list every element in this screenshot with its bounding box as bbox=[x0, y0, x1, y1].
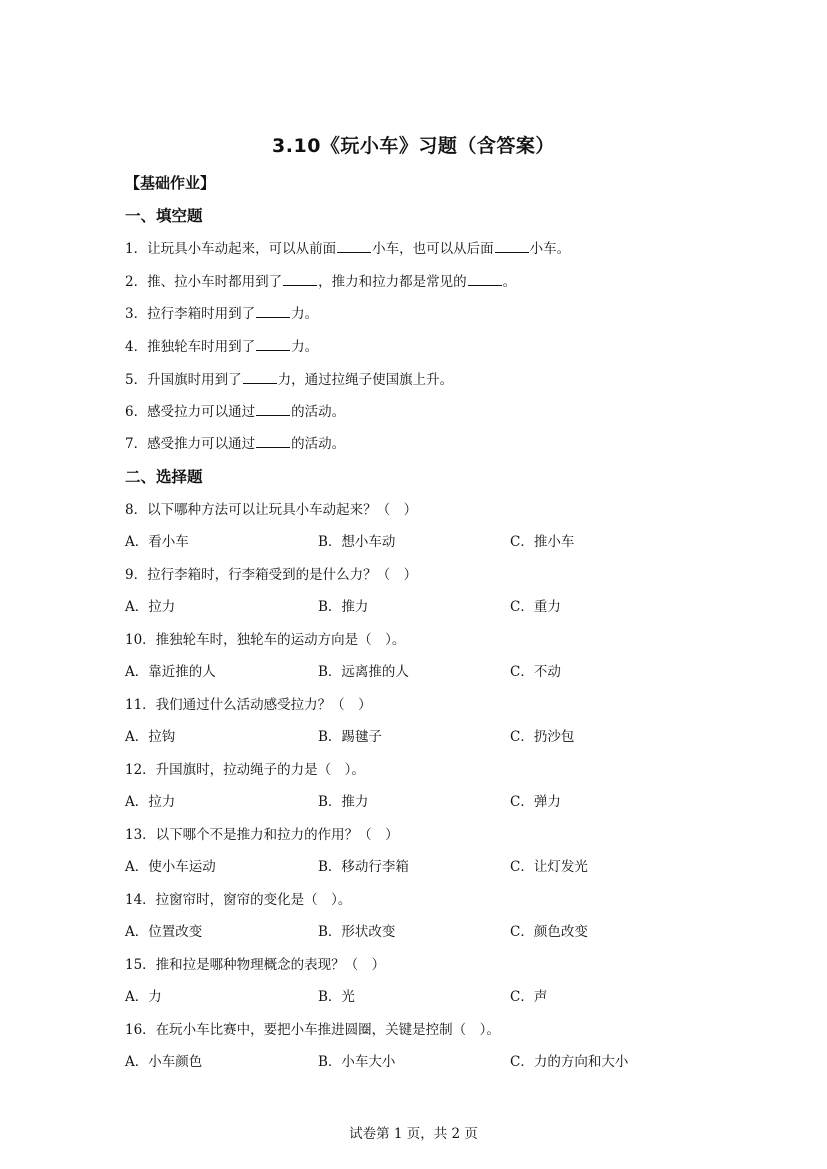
option-b[interactable]: B．远离推的人 bbox=[318, 664, 409, 680]
question-text: 15．推和拉是哪种物理概念的表现？（ ） bbox=[125, 957, 386, 973]
option-c[interactable]: C．扔沙包 bbox=[510, 729, 575, 745]
option-c[interactable]: C．不动 bbox=[510, 664, 561, 680]
option-a[interactable]: A．看小车 bbox=[125, 534, 189, 550]
fill-blank-heading: 一、填空题 bbox=[125, 207, 203, 225]
answer-blank[interactable] bbox=[283, 273, 317, 286]
option-c[interactable]: C．重力 bbox=[510, 599, 561, 615]
option-b[interactable]: B．小车大小 bbox=[318, 1054, 396, 1070]
option-b[interactable]: B．推力 bbox=[318, 794, 369, 810]
fill-blank-item: 5．升国旗时用到了 力，通过拉绳子使国旗上升。 bbox=[125, 372, 454, 388]
fill-blank-item: 3．拉行李箱时用到了 力。 bbox=[125, 306, 319, 322]
answer-blank[interactable] bbox=[256, 338, 290, 351]
option-a[interactable]: A．位置改变 bbox=[125, 924, 203, 940]
option-b[interactable]: B．推力 bbox=[318, 599, 369, 615]
option-a[interactable]: A．力 bbox=[125, 989, 162, 1005]
multiple-choice-heading: 二、选择题 bbox=[125, 468, 203, 486]
fill-blank-item: 7．感受推力可以通过 的活动。 bbox=[125, 436, 346, 452]
page-footer: 试卷第 1 页，共 2 页 bbox=[349, 1126, 478, 1142]
option-a[interactable]: A．拉力 bbox=[125, 794, 176, 810]
section-tag: 【基础作业】 bbox=[125, 174, 216, 192]
fill-blank-item: 6．感受拉力可以通过 的活动。 bbox=[125, 404, 346, 420]
option-b[interactable]: B．光 bbox=[318, 989, 355, 1005]
document-title: 3.10《玩小车》习题（含答案） bbox=[272, 135, 555, 157]
question-text: 13．以下哪个不是推力和拉力的作用？（ ） bbox=[125, 827, 399, 843]
option-a[interactable]: A．靠近推的人 bbox=[125, 664, 216, 680]
question-text: 12．升国旗时，拉动绳子的力是（ ）。 bbox=[125, 762, 365, 778]
option-c[interactable]: C．推小车 bbox=[510, 534, 575, 550]
option-b[interactable]: B．踢毽子 bbox=[318, 729, 382, 745]
fill-blank-item: 2．推、拉小车时都用到了 ，推力和拉力都是常见的 。 bbox=[125, 274, 517, 290]
option-a[interactable]: A．使小车运动 bbox=[125, 859, 216, 875]
answer-blank[interactable] bbox=[243, 371, 277, 384]
option-b[interactable]: B．形状改变 bbox=[318, 924, 396, 940]
option-c[interactable]: C．弹力 bbox=[510, 794, 561, 810]
option-a[interactable]: A．拉钩 bbox=[125, 729, 176, 745]
question-text: 10．推独轮车时，独轮车的运动方向是（ ）。 bbox=[125, 632, 406, 648]
option-a[interactable]: A．小车颜色 bbox=[125, 1054, 203, 1070]
fill-blank-item: 1．让玩具小车动起来，可以从前面 小车，也可以从后面 小车。 bbox=[125, 241, 571, 257]
answer-blank[interactable] bbox=[337, 240, 371, 253]
option-b[interactable]: B．移动行李箱 bbox=[318, 859, 409, 875]
option-c[interactable]: C．让灯发光 bbox=[510, 859, 588, 875]
answer-blank[interactable] bbox=[256, 435, 290, 448]
option-c[interactable]: C．颜色改变 bbox=[510, 924, 588, 940]
question-text: 8．以下哪种方法可以让玩具小车动起来？（ ） bbox=[125, 502, 418, 518]
answer-blank[interactable] bbox=[468, 273, 502, 286]
option-c[interactable]: C．声 bbox=[510, 989, 548, 1005]
fill-blank-item: 4．推独轮车时用到了 力。 bbox=[125, 339, 319, 355]
question-text: 11．我们通过什么活动感受拉力？（ ） bbox=[125, 697, 372, 713]
option-a[interactable]: A．拉力 bbox=[125, 599, 176, 615]
answer-blank[interactable] bbox=[256, 305, 290, 318]
answer-blank[interactable] bbox=[495, 240, 529, 253]
option-b[interactable]: B．想小车动 bbox=[318, 534, 396, 550]
question-text: 14．拉窗帘时，窗帘的变化是（ ）。 bbox=[125, 892, 352, 908]
question-text: 16．在玩小车比赛中，要把小车推进圆圈，关键是控制（ ）。 bbox=[125, 1022, 500, 1038]
question-text: 9．拉行李箱时，行李箱受到的是什么力？（ ） bbox=[125, 567, 418, 583]
answer-blank[interactable] bbox=[256, 403, 290, 416]
option-c[interactable]: C．力的方向和大小 bbox=[510, 1054, 629, 1070]
